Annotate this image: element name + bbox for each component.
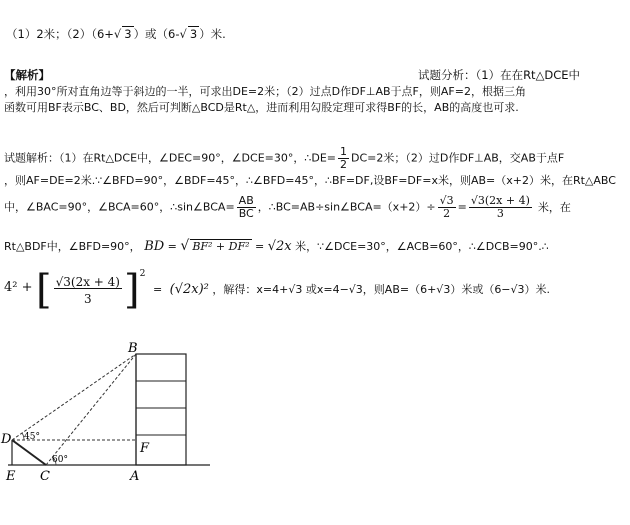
right-bracket: ]: [124, 267, 140, 313]
left-bracket: [: [36, 267, 52, 313]
equals-sign: =: [255, 240, 265, 253]
fraction-den: 3: [83, 291, 92, 306]
equation-left: 4² +: [4, 280, 33, 295]
line-cb: [46, 354, 136, 465]
fraction-num: √3(2x + 4): [470, 194, 530, 207]
answer-line: [6, 26, 226, 42]
fraction-den: BC: [238, 207, 254, 220]
fraction-den: 2: [443, 207, 451, 220]
analysis-line-2: ，利用30°所对直角边等于斜边的一半，可求出DE=2米；（2）过点D作DF⊥AB于点F，则AF=2，根据三角: [4, 85, 526, 98]
sqrt-symbol: √: [180, 238, 190, 254]
answer-part-3: ）米.: [199, 27, 226, 41]
solution-line-3: [4, 195, 571, 220]
label-b: B: [128, 341, 138, 356]
analysis-tag: 【解析】: [4, 68, 50, 82]
solution-text: 试题解析：（1）在Rt△DCE中，∠DEC=90°，∠DCE=30°，∴DE=: [4, 151, 337, 165]
fraction-num: AB: [238, 194, 254, 207]
fraction: [237, 195, 256, 220]
fraction: [438, 195, 456, 220]
solution-line-1: [4, 146, 564, 171]
sqrt-symbol: √: [179, 27, 187, 41]
equals-sign: =: [152, 283, 163, 296]
exponent: 2: [139, 268, 146, 280]
math-bd: BD: [144, 239, 165, 254]
fraction-den: 3: [496, 207, 504, 220]
solution-line-4: [4, 238, 549, 254]
solution-line-2: ，则AF=DE=2米.∵∠BFD=90°，∠BDF=45°，∴∠BFD=45°，∴BF=DF,设BF=DF=x米，则AB=（x+2）米，在Rt△ABC: [4, 174, 616, 187]
equals-sign: =: [457, 200, 467, 214]
fraction-den: 2: [340, 158, 348, 171]
fraction-num: √3(2x + 4): [55, 274, 120, 289]
angle-label-45: 45°: [24, 432, 40, 442]
analysis-head: 试题分析：（1）在在Rt△DCE中: [418, 68, 581, 82]
angle-label-60: 60°: [52, 455, 68, 465]
analysis-line-3: 函数可用BF表示BC、BD，然后可判断△BCD是Rt△，进而利用勾股定理可求得BF的长，AB的高度也可求.: [4, 101, 519, 114]
answer-part-2: ）或（6-: [133, 27, 180, 41]
solution-text: ，∴BC=AB÷sin∠BCA=（x+2）÷: [257, 200, 436, 214]
fraction-num: 1: [340, 145, 348, 158]
answer-radicand-2: 3: [189, 27, 198, 41]
fraction-num: √3: [439, 194, 454, 207]
solution-text: 米，在: [537, 200, 571, 214]
sqrt-symbol: √: [113, 27, 122, 41]
slope-dc: [12, 440, 46, 465]
fraction: [338, 146, 349, 171]
label-f: F: [140, 441, 150, 456]
math-radicand: BF² + DF²: [192, 240, 250, 253]
equation-right: (√2x)²: [169, 282, 209, 297]
answer-part-1: （1）2米；（2）（6+: [6, 27, 114, 41]
solution-text: Rt△BDF中，∠BFD=90°，: [4, 240, 141, 253]
label-a: A: [130, 469, 140, 484]
label-c: C: [40, 469, 50, 484]
solution-text: ，解得：x=4+√3 或x=4−√3，则AB=（6+√3）米或（6−√3）米.: [212, 283, 551, 296]
answer-radicand-1: 3: [124, 27, 132, 41]
fraction: [469, 195, 532, 220]
solution-text: 中，∠BAC=90°，∠BCA=60°，∴sin∠BCA=: [4, 200, 235, 214]
label-d: D: [1, 432, 12, 447]
line-db: [12, 354, 136, 440]
fraction: [54, 276, 122, 305]
equals-sign: =: [167, 240, 177, 253]
equation-line: [4, 267, 551, 320]
label-e: E: [6, 469, 16, 484]
solution-text: 米，∵∠DCE=30°，∠ACB=60°，∴∠DCB=90°.∴: [295, 240, 549, 253]
math-result: √2x: [267, 239, 292, 254]
geometry-figure: [0, 340, 220, 490]
solution-text: DC=2米；（2）过D作DF⊥AB，交AB于点F: [351, 151, 565, 165]
